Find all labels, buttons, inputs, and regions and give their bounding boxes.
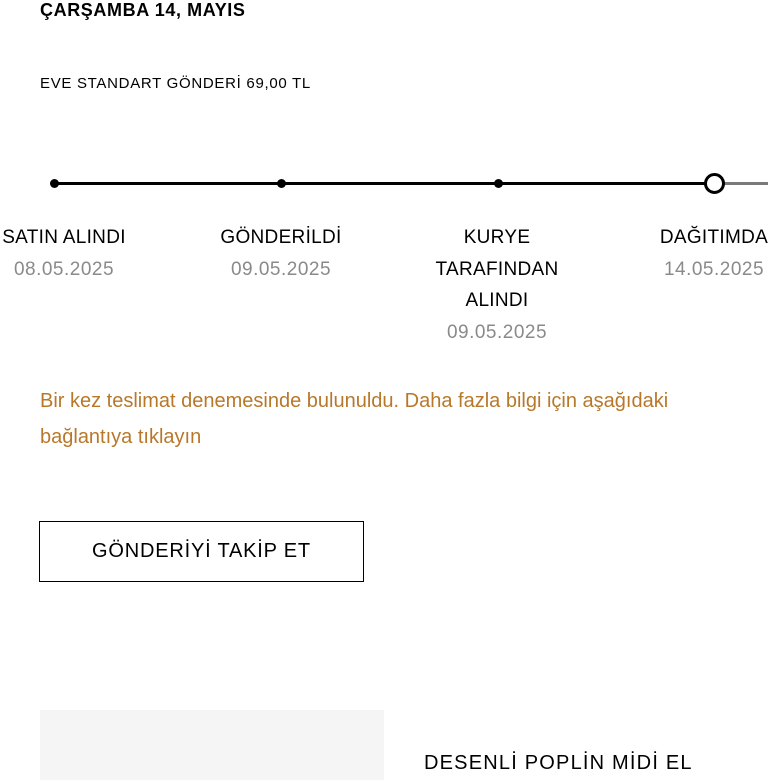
step-shipped (191, 222, 371, 285)
tracking-progress-bar (0, 170, 768, 200)
product-name[interactable]: DESENLİ POPLİN MİDİ EL (424, 752, 693, 774)
product-image[interactable] (40, 710, 384, 780)
step-name: DAĞITIMDA (659, 227, 768, 248)
step-marker-courier (494, 179, 503, 188)
delivery-attempt-notice: Bir kez teslimat denemesinde bulunuldu. Daha fazla bilgi için aşağıdaki bağlantıya tıklayın (40, 390, 669, 448)
step-date: 08.05.2025 (13, 258, 115, 280)
step-date: 14.05.2025 (663, 258, 765, 280)
step-name: GÖNDERİLDİ (220, 227, 342, 248)
step-marker-shipped (277, 179, 286, 188)
track-shipment-button[interactable]: GÖNDERİYİ TAKİP ET (39, 521, 364, 582)
step-date: 09.05.2025 (230, 258, 332, 280)
step-marker-current (704, 173, 725, 194)
step-date: 09.05.2025 (446, 321, 548, 343)
delivery-date: ÇARŞAMBA 14, MAYIS (40, 0, 246, 20)
shipping-method: EVE STANDART GÖNDERİ 69,00 TL (40, 75, 311, 92)
step-purchased (0, 222, 154, 285)
step-out-for-delivery (624, 222, 768, 285)
step-name: SATIN ALINDI (2, 227, 126, 248)
progress-line-completed (54, 182, 714, 185)
step-courier (422, 222, 572, 348)
step-name: KURYE TARAFINDAN ALINDI (435, 227, 559, 311)
step-marker-purchased (50, 179, 59, 188)
